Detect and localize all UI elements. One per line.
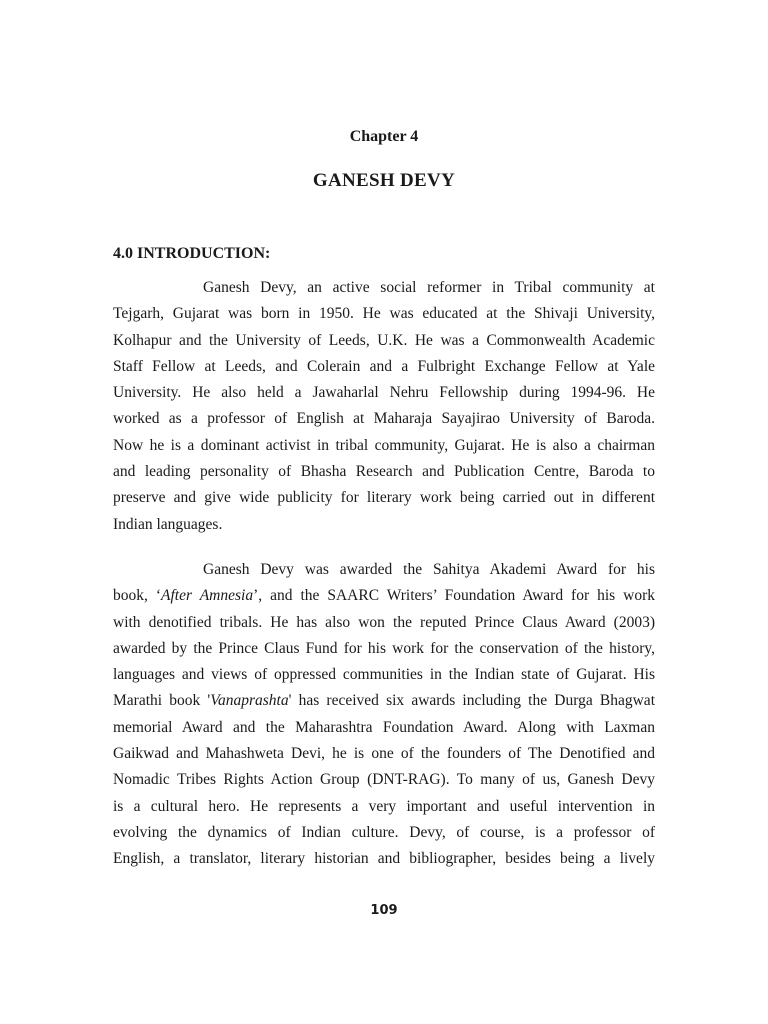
paragraph-line: University. He also held a Jawaharlal Nehru Fellowship during 1994-96. He	[113, 384, 655, 402]
paragraph-line	[113, 688, 655, 714]
paragraph-line: awarded by the Prince Claus Fund for his work for the conservation of the history,	[113, 639, 655, 657]
line-text: book, ‘	[113, 587, 162, 605]
paragraph-1	[113, 275, 655, 538]
paragraph-2	[113, 557, 655, 873]
section-heading: 4.0 INTRODUCTION:	[113, 245, 271, 262]
paragraph-line: Indian languages.	[113, 515, 223, 533]
chapter-title: GANESH DEVY	[312, 170, 456, 191]
paragraph-line: Kolhapur and the University of Leeds, U.K. He was a Commonwealth Academic	[113, 331, 655, 349]
page-number: 109	[370, 903, 398, 918]
line-text: ' has received six awards including the Durga Bhagwat	[288, 692, 655, 710]
paragraph-line: Nomadic Tribes Rights Action Group (DNT-RAG). To many of us, Ganesh Devy	[113, 771, 655, 789]
paragraph-line: memorial Award and the Maharashtra Foundation Award. Along with Laxman	[113, 718, 655, 736]
paragraph-line: languages and views of oppressed communities in the Indian state of Gujarat. His	[113, 666, 655, 684]
paragraph-line: Ganesh Devy was awarded the Sahitya Akademi Award for his	[203, 561, 655, 578]
paragraph-line: is a cultural hero. He represents a very important and useful intervention in	[113, 797, 655, 815]
paragraph-line: Now he is a dominant activist in tribal community, Gujarat. He is also a chairman	[113, 436, 655, 454]
paragraph-line: Ganesh Devy, an active social reformer in Tribal community at	[203, 279, 655, 296]
paragraph-line: preserve and give wide publicity for literary work being carried out in different	[113, 489, 655, 507]
paragraph-line: evolving the dynamics of Indian culture. Devy, of course, is a professor of	[113, 823, 655, 841]
chapter-label: Chapter 4	[349, 128, 419, 145]
paragraph-line: Gaikwad and Mahashweta Devi, he is one of the founders of The Denotified and	[113, 745, 655, 763]
book-title-italic: Vanaprashta	[210, 692, 289, 710]
line-text: Marathi book '	[113, 692, 211, 710]
paragraph-line: and leading personality of Bhasha Research and Publication Centre, Baroda to	[113, 463, 655, 481]
paragraph-line: Staff Fellow at Leeds, and Colerain and a Fulbright Exchange Fellow at Yale	[113, 357, 655, 375]
book-title-italic: After Amnesia	[161, 587, 254, 605]
paragraph-line: with denotified tribals. He has also won the reputed Prince Claus Award (2003)	[113, 613, 655, 631]
paragraph-line	[113, 583, 655, 609]
paragraph-line: worked as a professor of English at Maharaja Sayajirao University of Baroda.	[113, 410, 655, 428]
paragraph-line: Tejgarh, Gujarat was born in 1950. He was educated at the Shivaji University,	[113, 305, 655, 323]
line-text: ’, and the SAARC Writers’ Foundation Award for his work	[253, 587, 656, 605]
paragraph-line: English, a translator, literary historian and bibliographer, besides being a lively	[113, 850, 655, 868]
